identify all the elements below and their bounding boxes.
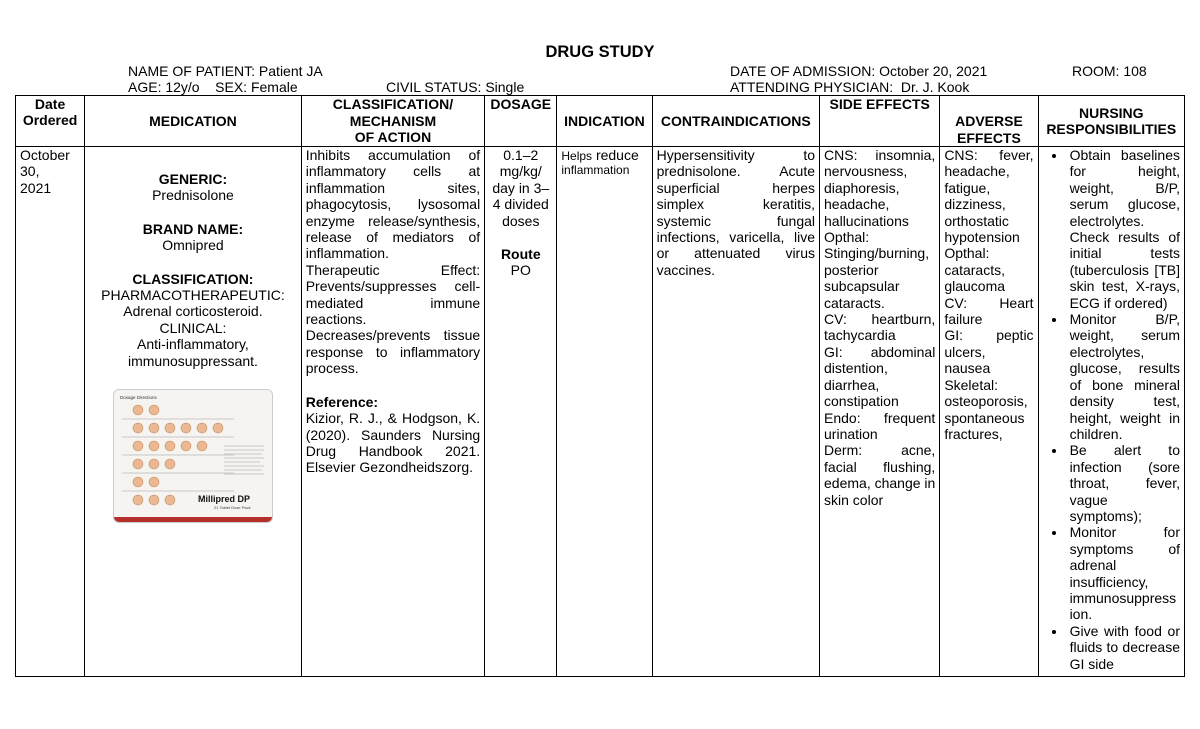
cell-indication <box>557 147 652 677</box>
col-dosage: DOSAGE <box>485 96 557 147</box>
col-date-line1: Date <box>34 96 66 112</box>
date-line3: 2021 <box>20 179 52 196</box>
civil-status: CIVIL STATUS: Single <box>386 79 525 95</box>
cell-contraindications: Hypersensitivity to prednisolone. Acute superficial herpes simplex keratitis, systemic fungal infections, varicella, live or attenuated virus vaccines. <box>652 147 819 677</box>
nursing-item: • Obtain baselines for height, weight, B/P, serum glucose, electrolytes. Check results of initial tests (tuberculosis [TB] skin test, X-rays, ECG if ordered) <box>1067 147 1180 311</box>
generic-label: GENERIC: <box>158 171 228 187</box>
side-effect-cns: CNS: insomnia, nervousness, diaphoresis, headache, hallucinations <box>824 147 936 229</box>
document-title: DRUG STUDY <box>545 43 655 61</box>
side-effect-endo: Endo: frequent urination <box>824 409 936 442</box>
col-class-line1: CLASSIFICATION/ <box>332 96 454 113</box>
clinical-value: Anti-inflammatory, <box>137 336 249 353</box>
col-adverse-line1: ADVERSE <box>955 113 1023 130</box>
cell-dosage <box>485 147 557 677</box>
blister-pack-illustration <box>114 390 272 522</box>
col-date-ordered <box>16 96 85 147</box>
cell-date <box>16 147 85 677</box>
col-adverse-line2: EFFECTS <box>957 129 1021 146</box>
col-class-line2: MECHANISM <box>349 112 437 129</box>
side-effect-opthal: Opthal: Stinging/burning, posterior subcapsular cataracts. <box>824 229 930 311</box>
col-date-line2: Ordered <box>22 112 78 129</box>
adverse-gi: GI: peptic ulcers, nausea <box>944 327 1034 377</box>
adverse-cns: CNS: fever, headache, fatigue, dizziness, orthostatic hypotension <box>944 147 1034 246</box>
pharm-value: Adrenal corticosteroid. <box>123 303 263 320</box>
clinical-label: CLINICAL: <box>159 319 227 336</box>
pack-subtitle: 21 Tablet Dose Pack <box>213 505 251 511</box>
therapeutic-effect: Therapeutic Effect: Prevents/suppresses cell-mediated immune reactions. <box>305 261 481 328</box>
col-nursing-line1: NURSING <box>1079 104 1144 121</box>
col-indication: INDICATION <box>557 96 652 147</box>
patient-name: NAME OF PATIENT: Patient JA <box>128 63 323 79</box>
room-number: ROOM: 108 <box>1072 63 1147 79</box>
brand-name: Omnipred <box>162 237 224 254</box>
indication-reduce: reduce <box>595 147 639 163</box>
adverse-skeletal: Skeletal: osteoporosis, spontaneous fractures, <box>944 376 1028 442</box>
col-classification <box>301 96 484 147</box>
nursing-item: • Be alert to infection (sore throat, fever, vague symptoms); <box>1067 442 1180 524</box>
col-contraindications: CONTRAINDICATIONS <box>652 96 819 147</box>
cell-side-effects <box>820 147 940 677</box>
attending-physician: ATTENDING PHYSICIAN: Dr. J. Kook <box>730 79 970 95</box>
nursing-item: • Give with food or fluids to decrease GI side <box>1067 623 1180 672</box>
mechanism-text: Inhibits accumulation of inflammatory cells at inflammation sites, phagocytosis, lysosomal enzyme release/synthesis, release of mediators of inflammation. <box>305 147 481 262</box>
nursing-list <box>1043 147 1180 672</box>
reference-label: Reference: <box>305 393 379 410</box>
adverse-cv: CV: Heart failure <box>944 294 1034 328</box>
route-label: Route <box>500 246 541 263</box>
cell-adverse-effects <box>940 147 1038 677</box>
side-effect-gi: GI: abdominal distention, diarrhea, constipation <box>824 343 936 410</box>
nursing-item: • Monitor for symptoms of adrenal insufficiency, immunosuppress ion. <box>1067 524 1180 622</box>
col-nursing <box>1038 96 1184 147</box>
adverse-opthal: Opthal: cataracts, glaucoma <box>944 245 1006 295</box>
pack-header: Dosage Directions <box>119 395 157 401</box>
brand-label: BRAND NAME: <box>142 220 244 237</box>
drug-row <box>16 147 1185 677</box>
col-adverse-effects <box>940 96 1038 147</box>
pharm-label: PHARMACOTHERAPEUTIC: <box>101 287 285 304</box>
indication-helps: Helps <box>561 149 593 163</box>
col-side-effects: SIDE EFFECTS <box>820 96 940 147</box>
admission-date: DATE OF ADMISSION: October 20, 2021 <box>730 63 988 79</box>
pack-brand: Millipred DP <box>197 494 250 505</box>
clinical-value-2: immunosuppressant. <box>127 352 258 369</box>
side-effect-derm: Derm: acne, facial flushing, edema, change in skin color <box>824 442 936 508</box>
nursing-item: • Monitor B/P, weight, serum electrolytes, glucose, results of bone mineral density test, height, weight in children. <box>1067 311 1180 442</box>
date-line1: October <box>20 147 70 163</box>
classification-label: CLASSIFICATION: <box>132 270 254 287</box>
col-class-line3: OF ACTION <box>354 129 432 146</box>
cell-mechanism <box>301 147 484 677</box>
route-value: PO <box>510 262 531 279</box>
header-row <box>16 96 1185 147</box>
dosage-amount: 0.1–2 mg/kg/ day in 3–4 divided doses <box>492 147 550 229</box>
reference-text: Kizior, R. J., & Hodgson, K. (2020). Saunders Nursing Drug Handbook 2021. Elsevier Gezondheidszorg. <box>305 410 481 476</box>
date-line2: 30, <box>20 163 40 180</box>
drug-study-table <box>15 95 1185 677</box>
drug-package-image <box>113 389 273 523</box>
decreases-text: Decreases/prevents tissue response to inflammatory process. <box>305 327 481 377</box>
cell-nursing <box>1038 147 1184 677</box>
generic-name: Prednisolone <box>152 187 234 204</box>
col-medication: MEDICATION <box>85 96 302 147</box>
cell-medication <box>85 147 302 677</box>
side-effect-cv: CV: heartburn, tachycardia <box>824 311 936 344</box>
indication-inflammation: inflammation <box>561 163 630 178</box>
col-nursing-line2: RESPONSIBILITIES <box>1046 121 1177 137</box>
age-sex: AGE: 12y/o SEX: Female <box>128 79 298 95</box>
